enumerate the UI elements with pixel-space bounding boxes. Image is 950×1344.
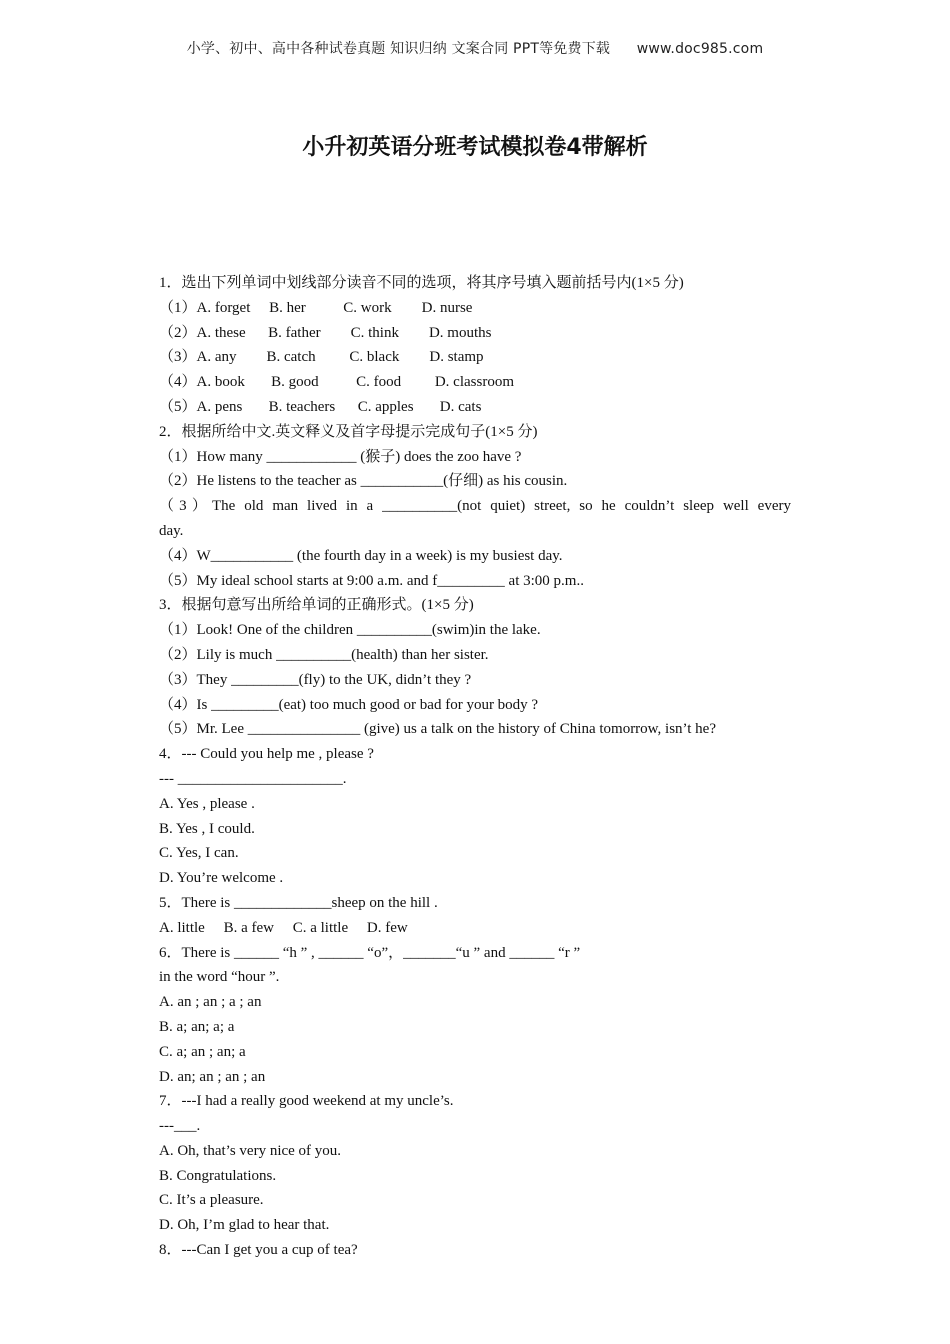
q5-question: 5．There is _____________sheep on the hill . <box>159 894 438 911</box>
q7-option-b: B. Congratulations. <box>159 1167 277 1184</box>
q8-question: 8．---Can I get you a cup of tea? <box>159 1242 358 1259</box>
q2-item-2: （2）He listens to the teacher as ___________(仔细) as his cousin. <box>159 473 568 490</box>
q3-heading: 3．根据句意写出所给单词的正确形式。(1×5 分) <box>159 597 474 614</box>
q7-question: 7．---I had a really good weekend at my uncle’s. <box>159 1093 454 1110</box>
q7-option-a: A. Oh, that’s very nice of you. <box>159 1142 342 1159</box>
q1-item-3: （3）A. any B. catch C. black D. stamp <box>159 349 484 366</box>
q6-option-c: C. a; an ; an; a <box>159 1043 246 1060</box>
q3-item-5: （5）Mr. Lee _______________ (give) us a talk on the history of China tomorrow, isn’t he? <box>159 721 716 738</box>
q1-item-4: （4）A. book B. good C. food D. classroom <box>159 374 514 391</box>
q6-option-b: B. a; an; a; a <box>159 1018 235 1035</box>
q2-item-4: （4）W___________ (the fourth day in a week) is my busiest day. <box>159 547 563 564</box>
q2-item-1: （1）How many ____________ (猴子) does the zoo have ? <box>159 448 522 465</box>
q2-item-3: （3）The old man lived in a __________(not quiet) street, so he couldn’t sleep well every <box>159 498 791 515</box>
q6-question-cont: in the word “hour ”. <box>159 969 280 986</box>
q1-item-5: （5）A. pens B. teachers C. apples D. cats <box>159 398 482 415</box>
q6-option-a: A. an ; an ; a ; an <box>159 994 262 1011</box>
q1-heading: 1．选出下列单词中划线部分读音不同的选项，将其序号填入题前括号内(1×5 分) <box>159 275 684 291</box>
q2-heading: 2．根据所给中文.英文释义及首字母提示完成句子(1×5 分) <box>159 423 538 440</box>
q3-item-3: （3）They _________(fly) to the UK, didn’t they ? <box>159 671 472 688</box>
q6-question: 6．There is ______ “h ” , ______ “o”，_______“u ” and ______ “r ” <box>159 944 581 961</box>
q7-option-d: D. Oh, I’m glad to hear that. <box>159 1217 330 1234</box>
q1-item-2: （2）A. these B. father C. think D. mouths <box>159 324 492 341</box>
q7-answer-blank: ---___. <box>159 1118 201 1135</box>
q3-item-1: （1）Look! One of the children __________(swim)in the lake. <box>159 622 541 639</box>
q6-option-d: D. an; an ; an ; an <box>159 1068 266 1085</box>
q4-option-c: C. Yes, I can. <box>159 845 239 862</box>
q1-item-1: （1）A. forget B. her C. work D. nurse <box>159 299 473 316</box>
q4-option-a: A. Yes , please . <box>159 795 255 812</box>
q3-item-2: （2）Lily is much __________(health) than her sister. <box>159 646 489 663</box>
page-title: 小升初英语分班考试模拟卷4带解析 <box>302 135 648 160</box>
q7-option-c: C. It’s a pleasure. <box>159 1192 264 1209</box>
q4-question: 4．--- Could you help me , please ? <box>159 746 374 763</box>
exam-content <box>159 271 791 1263</box>
q4-option-d: D. You’re welcome . <box>159 870 284 887</box>
q4-option-b: B. Yes , I could. <box>159 820 255 837</box>
header-url[interactable]: www.doc985.com <box>636 41 764 57</box>
q3-item-4: （4）Is _________(eat) too much good or bad for your body ? <box>159 696 539 713</box>
page-header <box>0 38 950 58</box>
q4-answer-blank: --- ______________________. <box>159 770 347 787</box>
q2-item-5: （5）My ideal school starts at 9:00 a.m. and f_________ at 3:00 p.m.. <box>159 572 584 589</box>
q5-options: A. little B. a few C. a little D. few <box>159 919 408 936</box>
q2-item-3-cont: day. <box>159 522 184 539</box>
header-text: 小学、初中、高中各种试卷真题 知识归纳 文案合同 PPT等免费下载 <box>186 41 611 57</box>
